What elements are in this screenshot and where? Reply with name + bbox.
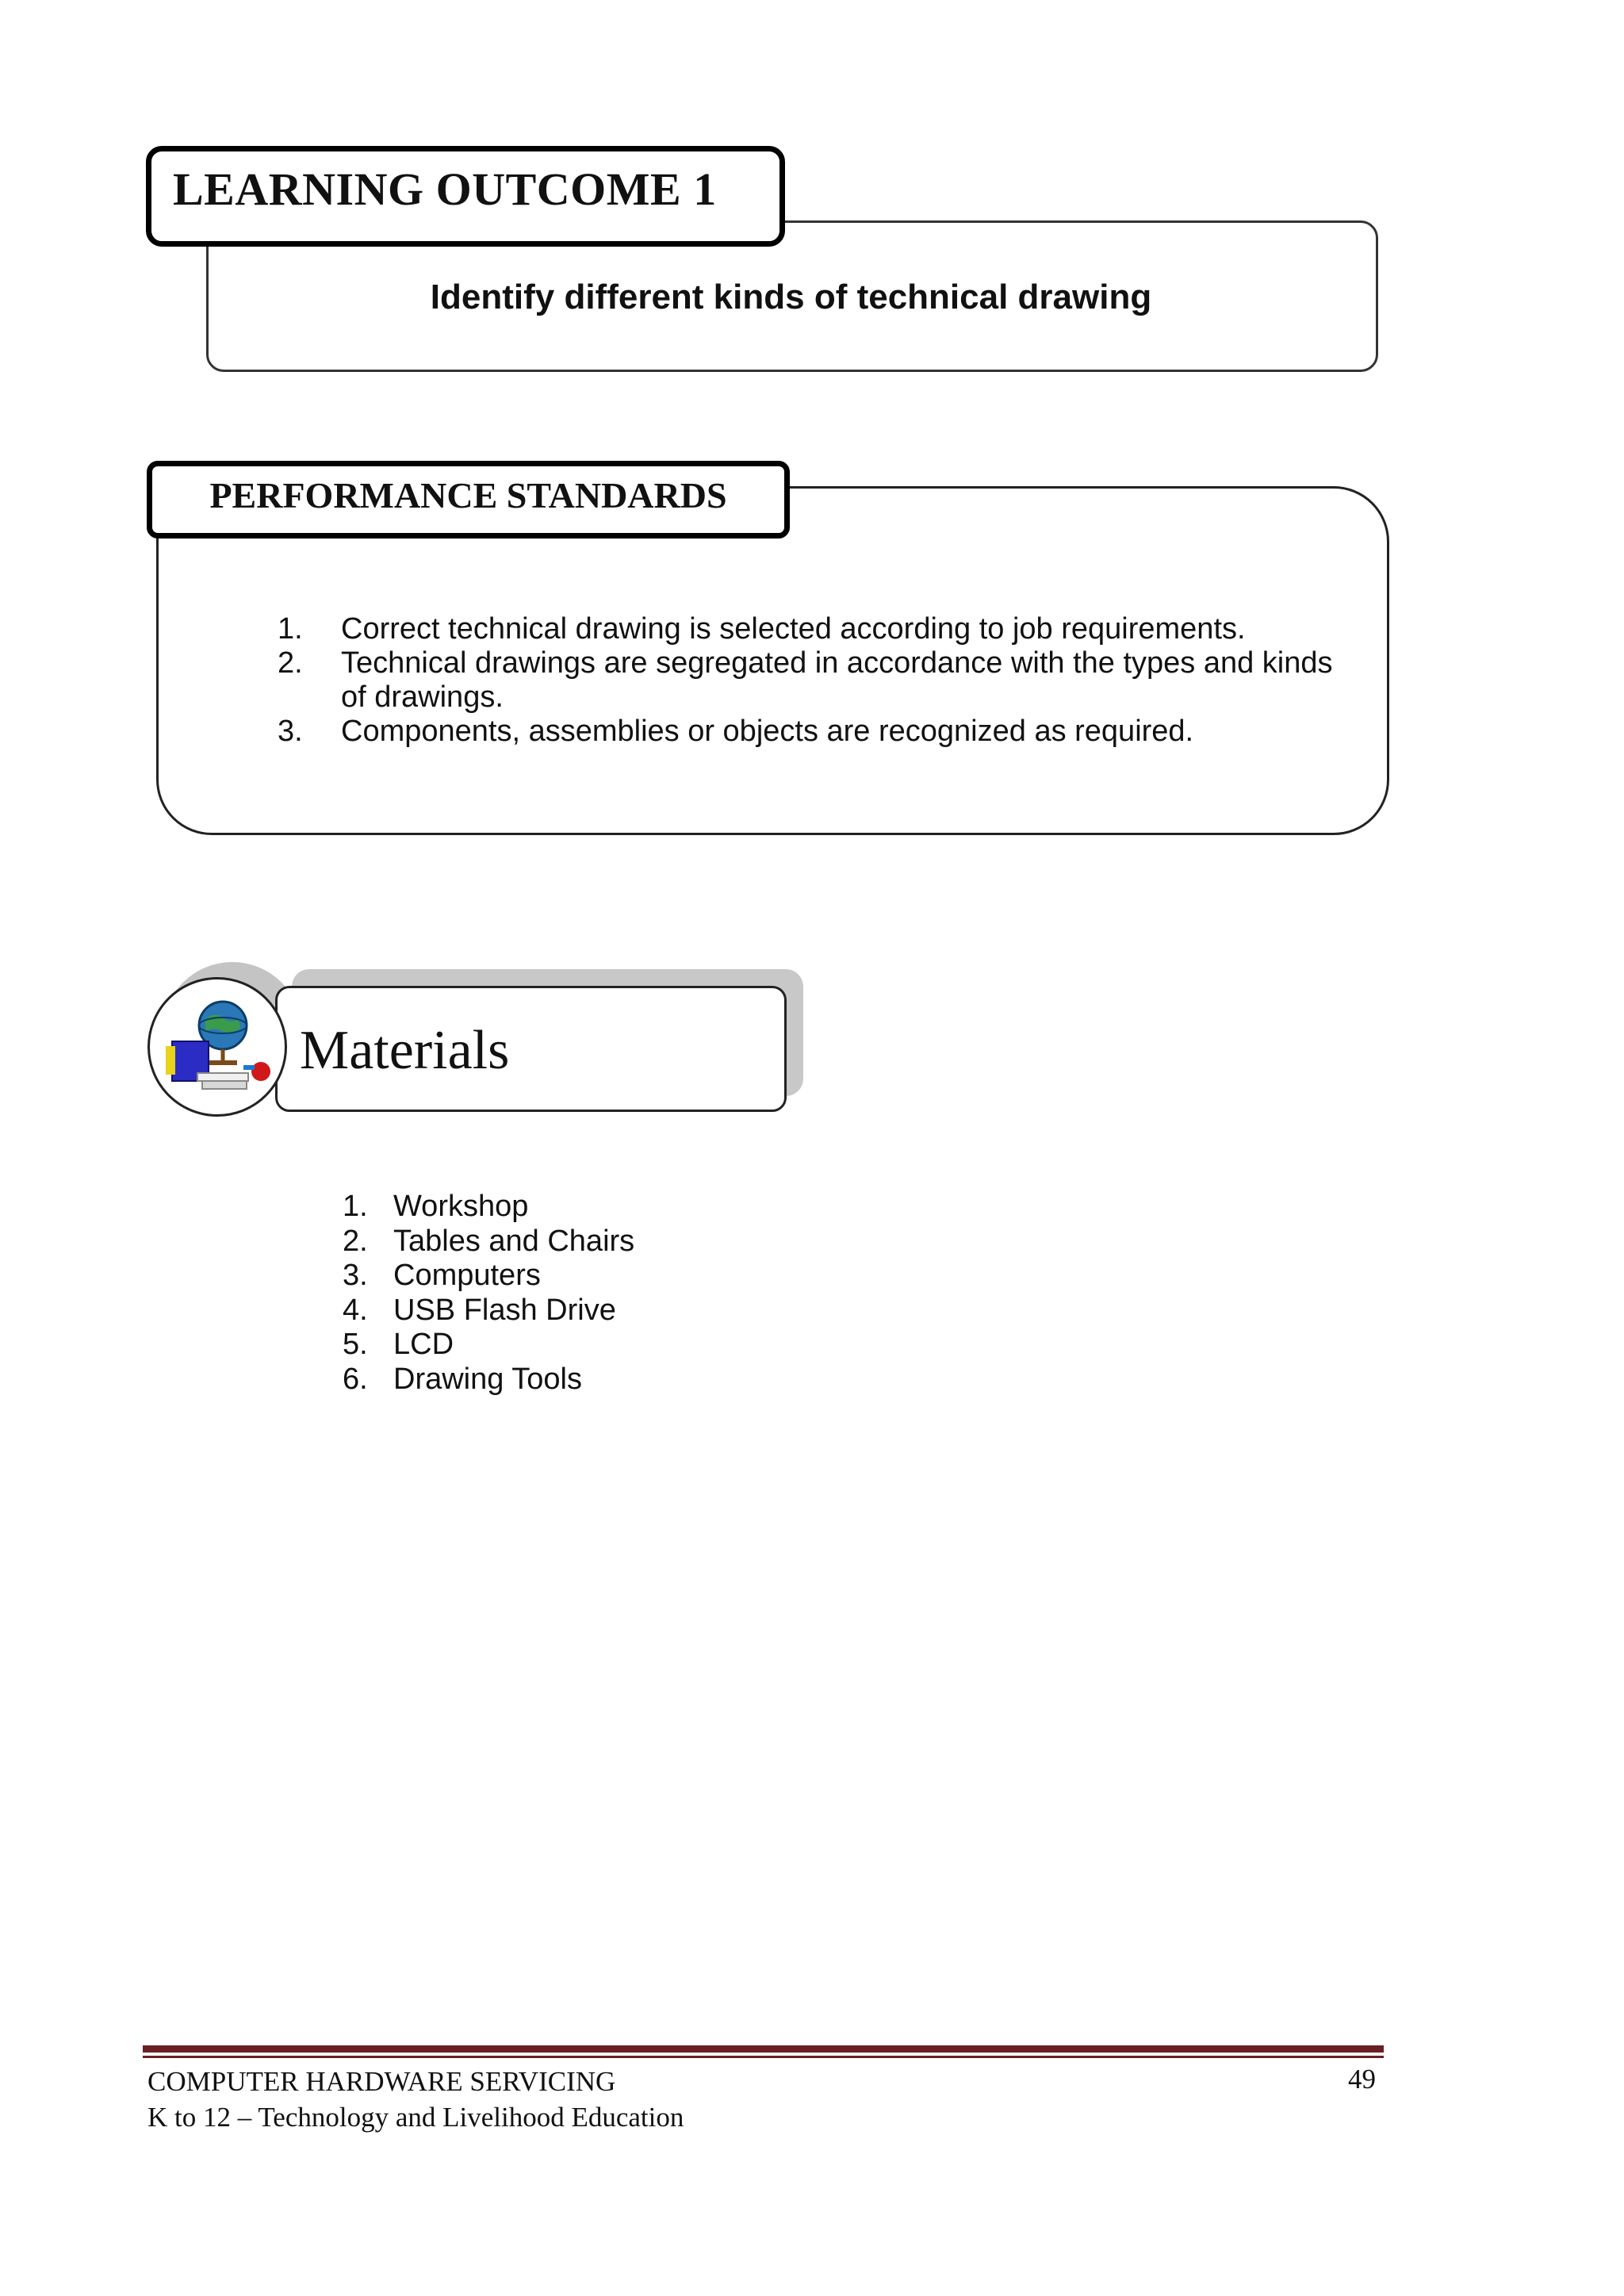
list-number: 1. [278,612,303,646]
list-item [343,1190,634,1225]
footer-course-title: COMPUTER HARDWARE SERVICING [147,2066,616,2097]
list-text: Tables and Chairs [393,1224,635,1258]
list-item [343,1225,634,1259]
performance-standards-list [278,612,1356,749]
list-item [343,1259,634,1294]
footer-program-title: K to 12 – Technology and Livelihood Education [147,2102,684,2133]
list-text: Workshop [393,1190,529,1223]
list-number: 1. [343,1190,368,1223]
list-item [278,646,1356,715]
footer-rule-thin [143,2056,1384,2058]
list-number: 3. [343,1259,368,1292]
list-text: Correct technical drawing is selected according to job requirements. [341,612,1246,646]
list-number: 2. [278,646,303,680]
list-number: 6. [343,1362,368,1396]
list-number: 3. [278,715,303,748]
list-item [343,1363,634,1397]
list-item [343,1294,634,1328]
list-number: 2. [343,1224,368,1258]
list-text: Components, assemblies or objects are recognized as required. [341,715,1194,748]
footer-text [147,2064,684,2135]
list-text: Computers [393,1259,541,1292]
performance-standards-title: PERFORMANCE STANDARDS [209,475,727,516]
learning-outcome-description: Identify different kinds of technical drawing [430,278,1152,316]
list-item [278,715,1356,749]
list-item [278,612,1356,646]
list-number: 4. [343,1293,368,1327]
materials-list [343,1190,634,1397]
list-text: Drawing Tools [393,1362,582,1396]
learning-outcome-title: LEARNING OUTCOME 1 [173,163,717,215]
page-number: 49 [1348,2064,1376,2095]
list-text: LCD [393,1328,454,1361]
materials-title: Materials [300,1020,510,1081]
list-text: Technical drawings are segregated in accordance with the types and kinds of drawings. [341,646,1333,714]
list-number: 5. [343,1328,368,1361]
footer-rule [143,2045,1384,2053]
list-item [343,1328,634,1363]
list-text: USB Flash Drive [393,1293,616,1327]
globe-books-icon [147,977,287,1117]
